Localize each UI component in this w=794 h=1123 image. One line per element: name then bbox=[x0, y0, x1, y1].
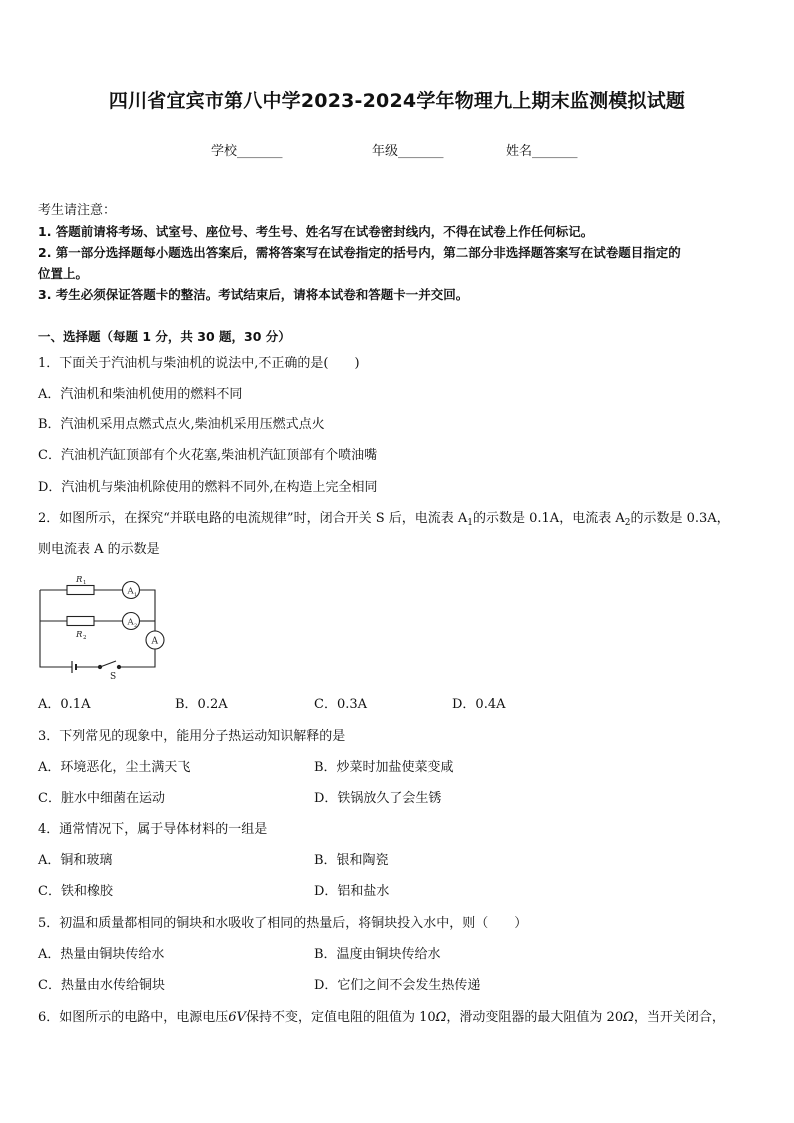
q2-stem-2: 则电流表 A 的示数是 bbox=[38, 542, 160, 557]
q6-stem: 6．如图所示的电路中，电源电压6V保持不变，定值电阻的阻值为 10Ω，滑动变阻器的最大阻值为 20Ω，当开关闭合， bbox=[38, 1010, 725, 1025]
switch-icon bbox=[100, 661, 116, 667]
svg-text:2: 2 bbox=[83, 635, 87, 641]
q1-stem: 1．下面关于汽油机与柴油机的说法中,不正确的是( ) bbox=[38, 356, 360, 371]
q5-option-b: B．温度由铜块传给水 bbox=[314, 947, 441, 962]
notice-item-2: 2. 第一部分选择题每小题选出答案后，需将答案写在试卷指定的括号内，第二部分非选择题答案写在试卷题目指定的 bbox=[38, 245, 681, 260]
svg-text:1: 1 bbox=[83, 580, 87, 586]
q3-option-a: A．环境恶化，尘土满天飞 bbox=[38, 760, 191, 775]
q3-option-c: C．脏水中细菌在运动 bbox=[38, 791, 165, 806]
q3-option-d: D．铁锅放久了会生锈 bbox=[314, 791, 442, 806]
q2-option-b: B．0.2A bbox=[175, 697, 228, 712]
circuit-wire-left bbox=[40, 590, 72, 667]
q5-option-c: C．热量由水传给铜块 bbox=[38, 978, 165, 993]
svg-text:1: 1 bbox=[134, 592, 138, 598]
q2-stem: 2．如图所示，在探究“并联电路的电流规律”时，闭合开关 S 后，电流表 $A_1$的示数是 0.1A，电流表 $A_2$的示数是 0.3A， bbox=[38, 511, 730, 528]
q3-option-b: B．炒菜时加盐使菜变咸 bbox=[314, 760, 454, 775]
name-field: 姓名_______ bbox=[506, 144, 578, 159]
notice-item-2-cont: 位置上。 bbox=[38, 266, 89, 281]
label-s: S bbox=[110, 672, 117, 682]
q4-option-b: B．银和陶瓷 bbox=[314, 853, 389, 868]
q2-circuit-diagram bbox=[34, 570, 184, 682]
resistor-r2 bbox=[67, 617, 94, 626]
q5-option-d: D．它们之间不会发生热传递 bbox=[314, 978, 481, 993]
q1-option-b: B．汽油机采用点燃式点火,柴油机采用压燃式点火 bbox=[38, 417, 325, 432]
q1-option-c: C．汽油机汽缸顶部有个火花塞,柴油机汽缸顶部有个喷油嘴 bbox=[38, 448, 378, 463]
q4-stem: 4．通常情况下，属于导体材料的一组是 bbox=[38, 822, 268, 837]
resistor-r1 bbox=[67, 586, 94, 595]
q1-option-a: A．汽油机和柴油机使用的燃料不同 bbox=[38, 387, 243, 402]
page-title: 四川省宜宾市第八中学2023-2024学年物理九上期末监测模拟试题 bbox=[108, 90, 686, 112]
q4-option-c: C．铁和橡胶 bbox=[38, 884, 113, 899]
notice-heading: 考生请注意： bbox=[38, 203, 117, 218]
q2-option-d: D．0.4A bbox=[452, 697, 506, 712]
grade-field: 年级_______ bbox=[372, 144, 444, 159]
q5-stem: 5．初温和质量都相同的铜块和水吸收了相同的热量后，将铜块投入水中，则（ ） bbox=[38, 916, 528, 931]
q1-option-d: D．汽油机与柴油机除使用的燃料不同外,在构造上完全相同 bbox=[38, 480, 378, 495]
notice-item-1: 1. 答题前请将考场、试室号、座位号、考生号、姓名写在试卷密封线内，不得在试卷上作任何标记。 bbox=[38, 224, 594, 239]
section-heading: 一、选择题（每题 1 分，共 30 题，30 分） bbox=[38, 329, 291, 344]
svg-text:2: 2 bbox=[134, 623, 138, 629]
label-r1: R bbox=[76, 575, 83, 585]
q2-option-a: A．0.1A bbox=[38, 697, 91, 712]
q2-option-c: C．0.3A bbox=[314, 697, 368, 712]
label-a: A bbox=[151, 636, 158, 647]
notice-item-3: 3. 考生必须保证答题卡的整洁。考试结束后，请将本试卷和答题卡一并交回。 bbox=[38, 287, 469, 302]
label-a1: A bbox=[127, 586, 134, 597]
school-field: 学校_______ bbox=[211, 144, 283, 159]
q4-option-a: A．铜和玻璃 bbox=[38, 853, 113, 868]
label-r2: R bbox=[76, 630, 83, 640]
q3-stem: 3．下列常见的现象中，能用分子热运动知识解释的是 bbox=[38, 729, 346, 744]
q4-option-d: D．铝和盐水 bbox=[314, 884, 390, 899]
q5-option-a: A．热量由铜块传给水 bbox=[38, 947, 165, 962]
label-a2: A bbox=[127, 617, 134, 628]
